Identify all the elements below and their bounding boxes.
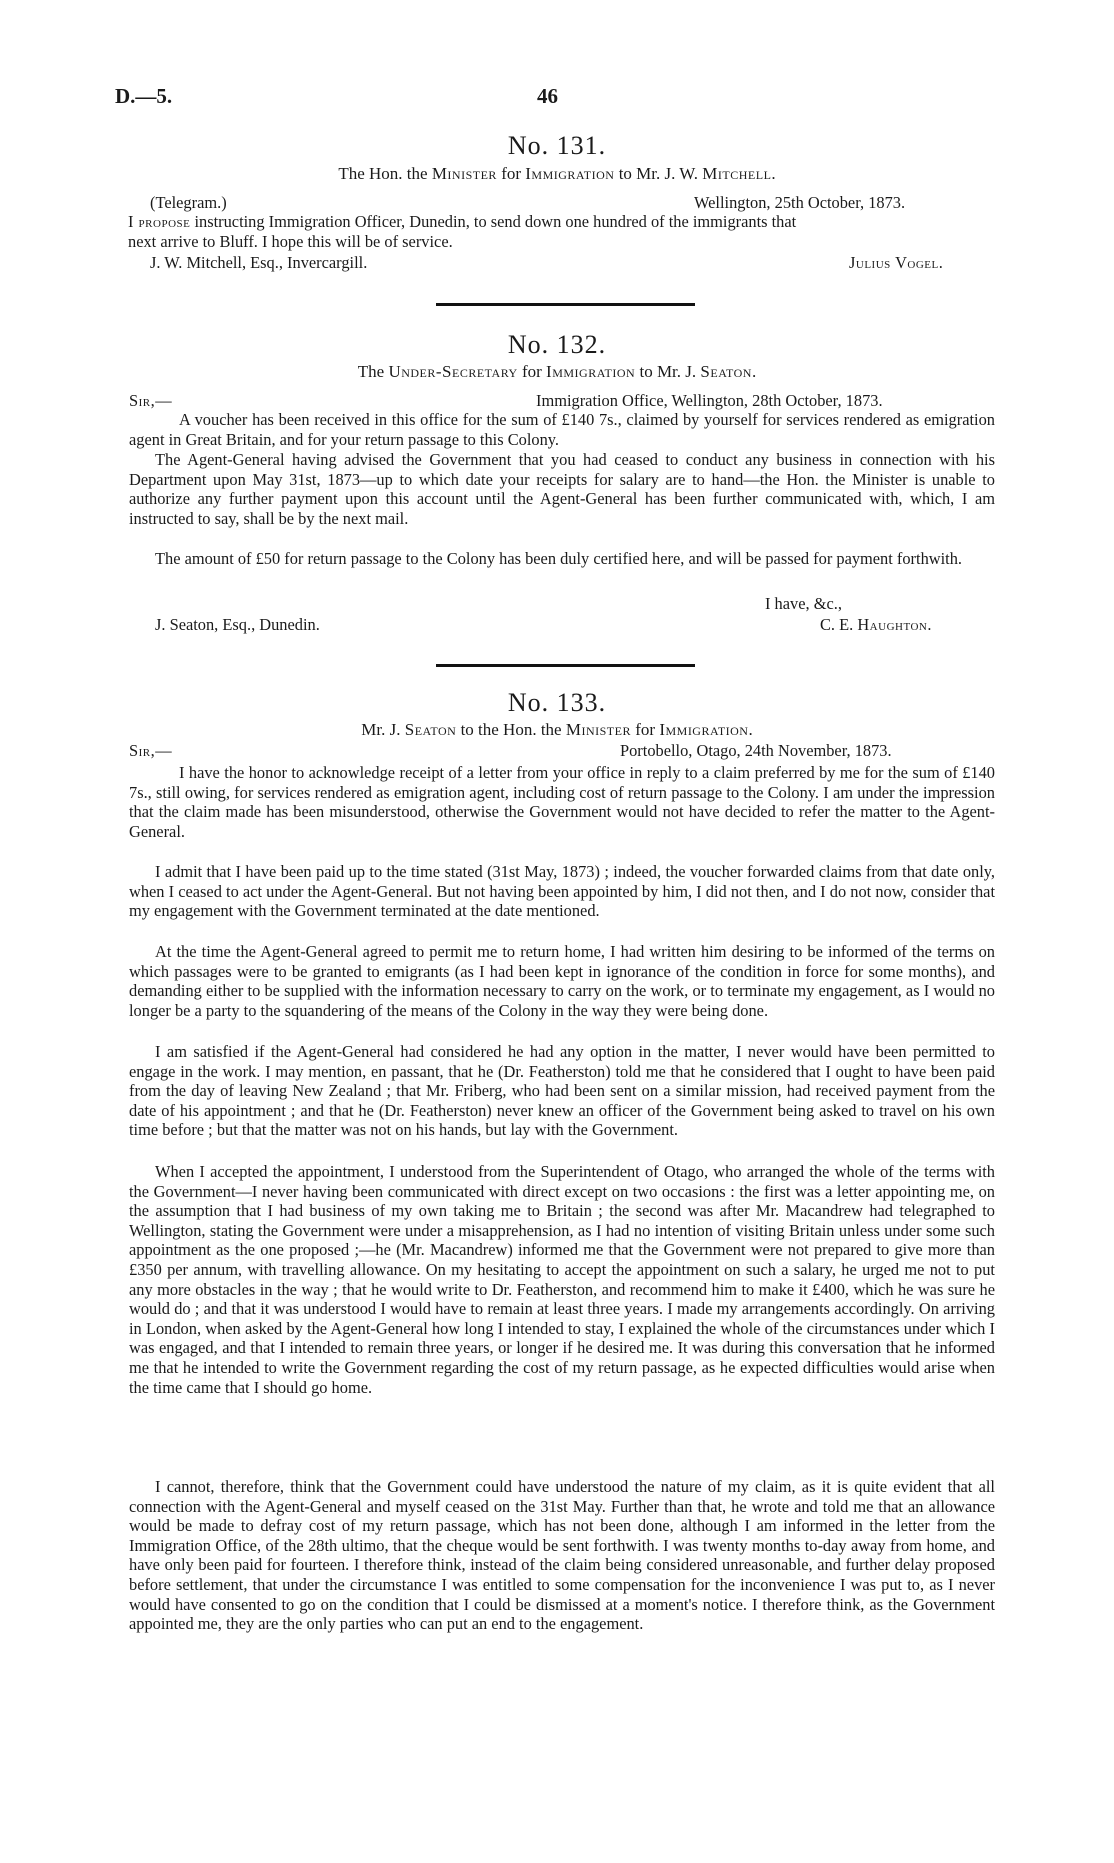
section-divider (436, 664, 695, 667)
letter-paragraph (129, 410, 995, 449)
heading-text: to the Hon. the (456, 720, 566, 739)
heading-text: for (630, 720, 660, 739)
letter-paragraph (129, 763, 995, 841)
page-number: 46 (537, 84, 558, 108)
section-divider (436, 303, 695, 306)
document-reference: D.—5. (115, 84, 173, 108)
paragraph-text: I have the honor to acknowledge receipt of a letter from your office in reply to a claim preferred by me for the sum of £140 7s., still owing, for services rendered as emigration agent, including cost of return passage to the Colony. I am under the impression that the claim made has been misunderstood, otherwise the Government would not have decided to refer the matter to the Agent-General. (129, 763, 995, 841)
heading-text: The (357, 362, 389, 381)
letter-number: No. 133. (507, 688, 607, 717)
letter-paragraph (129, 549, 995, 569)
signature-text: C. E. (820, 615, 858, 634)
letter-number: No. 132. (507, 330, 607, 359)
letter-paragraph (129, 1162, 995, 1397)
heading-text: Immigration (546, 362, 636, 381)
heading-text: Minister (565, 720, 631, 739)
signature (820, 615, 932, 634)
addressee: J. W. Mitchell, Esq., Invercargill. (150, 253, 368, 272)
paragraph-text: A voucher has been received in this office for the sum of £140 7s., claimed by yourself for services rendered as emigration agent in Great Britain, and for your return passage to this Colony. (129, 410, 995, 449)
heading-text: . (748, 720, 753, 739)
heading-text: for (517, 362, 547, 381)
heading-text: Immigration (659, 720, 749, 739)
dateline: Immigration Office, Wellington, 28th October, 1873. (536, 391, 883, 410)
letter-paragraph (129, 942, 995, 1020)
letter-heading (0, 164, 1114, 184)
closing: I have, &c., (765, 594, 842, 613)
heading-text: . (771, 164, 776, 183)
heading-text: Minister (431, 164, 497, 183)
letter-paragraph (129, 450, 995, 528)
letter-number: No. 131. (507, 131, 607, 160)
heading-text: Immigration (525, 164, 615, 183)
paragraph-text: The amount of £50 for return passage to the Colony has been duly certified here, and will be passed for payment forthwith. (155, 549, 963, 568)
letter-paragraph (129, 862, 995, 921)
body-text: instructing Immigration Officer, Dunedin, to send down one hundred of the immigrants that (190, 212, 797, 231)
salutation: Sir,— (129, 391, 173, 410)
signature: Julius Vogel. (849, 253, 944, 272)
paragraph-text: At the time the Agent-General agreed to permit me to return home, I had written him desiring to be informed of the terms on which passages were to be granted to emigrants (as I had been kept in ignorance of the condition in force for some months), and demanding either to be supplied with the information necessary to carry on the work, or to terminate my engagement, as I would no longer be a party to the squandering of the means of the Colony in the way they were being done. (129, 942, 995, 1020)
letter-heading (0, 720, 1114, 740)
letter-paragraph (129, 1477, 995, 1634)
paragraph-text: I cannot, therefore, think that the Government could have understood the nature of my claim, as it is quite evident that all connection with the Agent-General and myself ceased on the 31st May. Further than that, he wrote and told me that an allowance would be made to defray cost of my return passage, which has not been done, although I am informed in the letter from the Immigration Office, of the 28th ultimo, that the cheque would be sent forthwith. I was twenty months to-day away from home, and have only been paid for fourteen. I therefore think, instead of the claim being considered unreasonable, and further delay proposed before settlement, that under the circumstance I was entitled to some compensation for the inconvenience I was put to, as I never would have consented to go on the condition that I could be dismissed at a moment's notice. I therefore think, as the Government appointed me, they are the only parties who can put an end to the engagement. (129, 1477, 995, 1634)
body-text: next arrive to Bluff. I hope this will be of service. (128, 232, 453, 251)
paragraph-text: I admit that I have been paid up to the time stated (31st May, 1873) ; indeed, the voucher forwarded claims from that date only, when I ceased to act under the Agent-General. But not having been appointed by him, I did not then, and I do not now, consider that my engagement with the Government terminated at the date mentioned. (129, 862, 995, 921)
heading-text: Mitchell (702, 164, 772, 183)
telegram-label: (Telegram.) (150, 193, 227, 212)
heading-text: Seaton (404, 720, 457, 739)
heading-text: Mr. J. (361, 720, 405, 739)
paragraph-text: I am satisfied if the Agent-General had considered he had any option in the matter, I never would have been permitted to engage in the work. I may mention, en passant, that he (Dr. Featherston) told me that he considered that I ought to have been paid from the day of leaving New Zealand ; that Mr. Friberg, who had been sent on a similar mission, had received payment from the date of his appointment ; and that he (Dr. Featherston) never knew an officer of the Government being asked to travel on his own time before ; but that the matter was not on his hands, but lay with the Government. (129, 1042, 995, 1140)
paragraph-text: When I accepted the appointment, I understood from the Superintendent of Otago, who arranged the whole of the terms with the Government—I never having been communicated with direct except on two occasions : the first was a letter appointing me, on the assumption that I had business of my own taking me to Britain ; the second was after Mr. Macandrew had telegraphed to Wellington, stating the Government were under a misapprehension, as I had no intention of visiting Britain unless under some such appointment as the one proposed ;—he (Mr. Macandrew) informed me that the Government were not prepared to give more than £350 per annum, with travelling allowance. On my hesitating to accept the appointment on such a salary, he urged me not to put any more obstacles in the way ; that he would write to Dr. Featherston, and recommend him to make it £400, which he was sure he would do ; and that it was understood I would have to remain at least three years. I made my arrangements accordingly. On arriving in London, when asked by the Agent-General how long I intended to stay, I explained the whole of the circumstances under which I was engaged, and that I intended to remain three years, or longer if he desired me. It was during this conversation that he informed me that he intended to write the Government regarding the cost of my return passage, as he expected difficulties would arise when the time came that I should go home. (129, 1162, 995, 1397)
heading-text: to Mr. J. (635, 362, 701, 381)
dateline: Wellington, 25th October, 1873. (694, 193, 906, 212)
letter-heading (0, 362, 1114, 382)
heading-text: for (496, 164, 526, 183)
dateline: Portobello, Otago, 24th November, 1873. (620, 741, 892, 760)
signature-text: Haughton. (857, 615, 932, 634)
body-lead-word: I propose (128, 212, 191, 231)
heading-text: to Mr. J. W. (614, 164, 703, 183)
heading-text: The Hon. the (338, 164, 432, 183)
addressee: J. Seaton, Esq., Dunedin. (155, 615, 320, 634)
heading-text: . (751, 362, 757, 381)
letter-paragraph (129, 1042, 995, 1140)
telegram-body (128, 212, 994, 231)
paragraph-text: The Agent-General having advised the Government that you had ceased to conduct any business in connection with his Department upon May 31st, 1873—up to which date your receipts for salary are to hand—the Hon. the Minister is unable to authorize any further payment upon this account until the Agent-General has been further communicated with, which, I am instructed to say, shall be by the next mail. (129, 450, 995, 528)
salutation: Sir,— (129, 741, 173, 760)
heading-text: Under-Secretary (388, 362, 518, 381)
heading-text: Seaton (700, 362, 752, 381)
